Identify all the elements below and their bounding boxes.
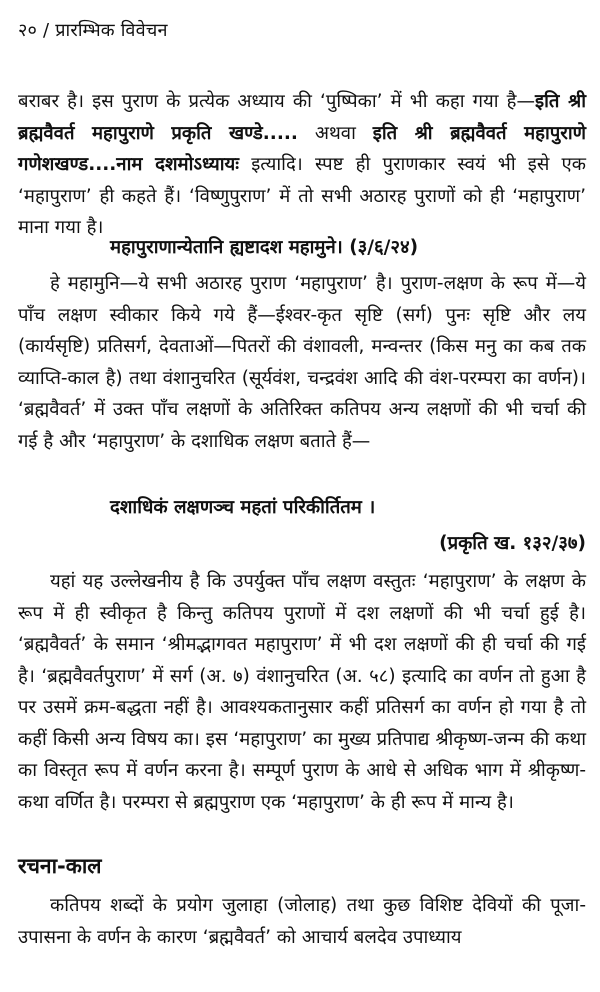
- colophon-quote-1: इति श्री ब्रह्मवैवर्त महापुराणे प्रकृति खण्डे.....: [18, 91, 586, 144]
- verse-quote-1: महापुराणान्येतानि ह्यष्टादश महामुने। (३/६/२४): [110, 237, 419, 258]
- verse-quote-2: दशाधिकं लक्षणञ्च महतां परिकीर्तितम ।: [110, 497, 376, 518]
- paragraph-2: हे महामुनि—ये सभी अठारह पुराण ‘महापुराण’ है। पुराण-लक्षण के रूप में—ये पाँच लक्षण स्वीकार किये गये हैं—ईश्वर-कृत सृष्टि (सर्ग) पुनः सृष्टि और लय (कार्यसृष्टि) प्रतिसर्ग, देवताओं—पितरों की वंशावली, मन्वन्तर (किस मनु का कब तक व्याप्ति-काल है) तथा वंशानुचरित (सूर्यवंश, चन्द्रवंश आदि की वंश-परम्परा का वर्णन)। ‘ब्रह्मवैवर्त’ में उक्त पाँच लक्षणों के अतिरिक्त कतिपय अन्य लक्षणों की भी चर्चा की गई है और ‘महापुराण’ के दशाधिक लक्षण बताते हैं—: [18, 273, 586, 452]
- para1-lead: बराबर है। इस पुराण के प्रत्येक अध्याय की ‘पुष्पिका’ में भी कहा गया है—: [18, 91, 536, 112]
- paragraph-3: यहां यह उल्लेखनीय है कि उपर्युक्त पाँच लक्षण वस्तुतः ‘महापुराण’ के लक्षण के रूप में ही स्वीकृत है किन्तु कतिपय पुराणों में दश लक्षणों की भी चर्चा हुई है। ‘ब्रह्मवैवर्त’ के समान ‘श्रीमद्भागवत महापुराण’ में भी दश लक्षणों की ही चर्चा की गई है। ‘ब्रह्मवैवर्तपुराण’ में सर्ग (अ. ७) वंशानुचरित (अ. ५८) इत्यादि का वर्णन तो हुआ है पर उसमें क्रम-बद्धता नहीं है। आवश्यकतानुसार कहीं प्रतिसर्ग का वर्णन हो गया है तो कहीं किसी अन्य विषय का। इस ‘महापुराण’ का मुख्य प्रतिपाद्य श्रीकृष्ण-जन्म की कथा का विस्तृत रूप में वर्णन करना है। सम्पूर्ण पुराण के आधे से अधिक भाग में श्रीकृष्ण-कथा वर्णित है। परम्परा से ब्रह्मपुराण एक ‘महापुराण’ के ही रूप में मान्य है।: [18, 571, 586, 813]
- para1-mid: अथवा: [297, 122, 373, 144]
- verse-reference-2: (प्रकृति ख. १३२/३७): [439, 533, 586, 554]
- section-heading: रचना-काल: [18, 854, 102, 878]
- paragraph-4: कतिपय शब्दों के प्रयोग जुलाहा (जोलाह) तथा कुछ विशिष्ट देवियों की पूजा-उपासना के वर्णन के कारण ‘ब्रह्मवैवर्त’ को आचार्य बलदेव उपाध्याय: [18, 895, 586, 948]
- running-header: २० / प्रारम्भिक विवेचन: [18, 20, 168, 41]
- paragraph-1: [18, 86, 586, 244]
- colophon-quote-2: इति श्री ब्रह्मवैवर्त महापुराणे गणेशखण्ड....नाम दशमोऽध्यायः: [18, 122, 586, 175]
- para1-tail: इत्यादि। स्पष्ट ही पुराणकार स्वयं भी इसे एक ‘महापुराण’ ही कहते हैं। ‘विष्णुपुराण’ में तो सभी अठारह पुराणों को ही ‘महापुराण’ माना गया है।: [18, 154, 586, 238]
